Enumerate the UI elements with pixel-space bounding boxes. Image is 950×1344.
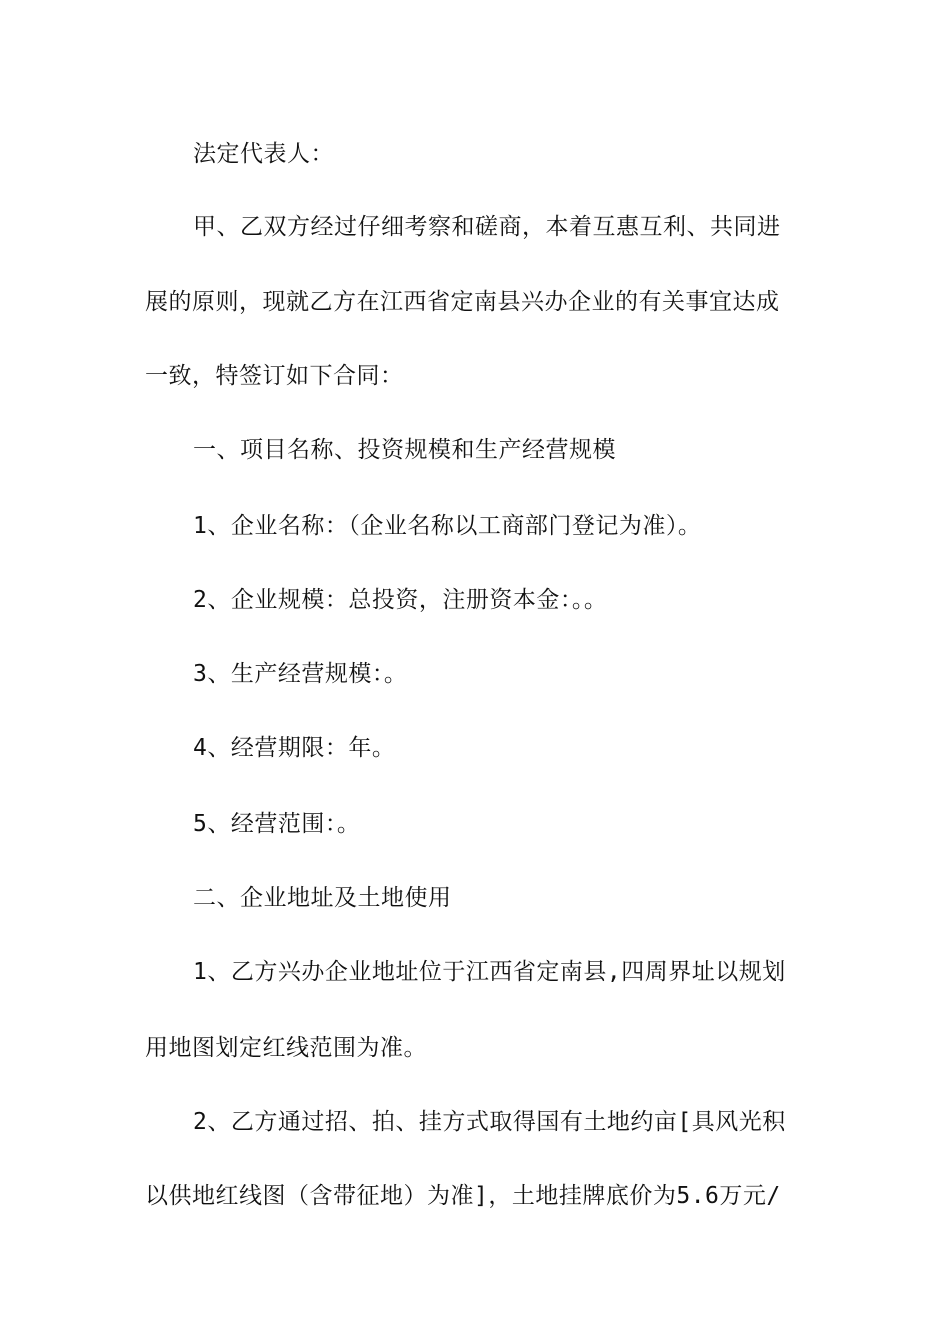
intro-paragraph-line-2: 展的原则，现就乙方在江西省定南县兴办企业的有关事宜达成 (145, 289, 780, 315)
section-heading-2: 二、企业地址及土地使用 (193, 885, 452, 911)
clause-enterprise-name: 1、企业名称：（企业名称以工商部门登记为准）。 (193, 513, 702, 539)
clause-address-line-2: 用地图划定红线范围为准。 (145, 1035, 427, 1061)
intro-paragraph-line-3: 一致，特签订如下合同： (145, 363, 404, 389)
clause-land-line-2: 以供地红线图（含带征地）为准]，土地挂牌底价为5.6万元/ (145, 1183, 781, 1209)
clause-land-line-1: 2、乙方通过招、拍、挂方式取得国有土地约亩[具风光积 (193, 1109, 786, 1135)
legal-representative-label: 法定代表人： (193, 141, 334, 167)
clause-business-scope: 5、经营范围：。 (193, 811, 361, 837)
clause-operation-term: 4、经营期限：年。 (193, 735, 396, 761)
clause-address-line-1: 1、乙方兴办企业地址位于江西省定南县,四周界址以规划 (193, 959, 786, 985)
clause-production-scale: 3、生产经营规模：。 (193, 661, 408, 687)
clause-enterprise-scale: 2、企业规模：总投资，注册资本金：。。 (193, 587, 608, 613)
section-heading-1: 一、项目名称、投资规模和生产经营规模 (193, 437, 616, 463)
intro-paragraph-line-1: 甲、乙双方经过仔细考察和磋商，本着互惠互利、共同进 (193, 214, 781, 240)
